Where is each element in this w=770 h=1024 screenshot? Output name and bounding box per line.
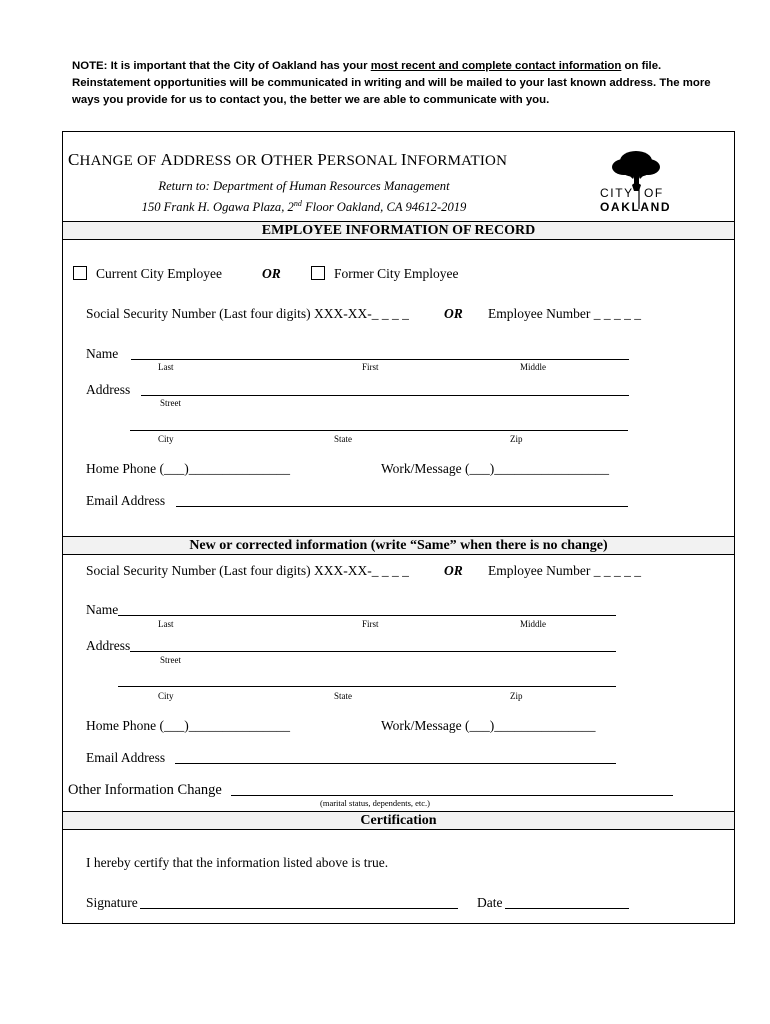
section-header-record: EMPLOYEE INFORMATION OF RECORD <box>63 221 734 240</box>
or-label: OR <box>444 306 463 321</box>
date-label: Date <box>477 895 503 910</box>
signature-field[interactable] <box>140 908 458 909</box>
notice-emphasis: most recent and complete contact information <box>370 60 622 72</box>
mailing-address: 150 Frank H. Ogawa Plaza, 2nd Floor Oakland, CA 94612-2019 <box>141 199 467 215</box>
state-caption: State <box>334 434 352 444</box>
new-name-label: Name <box>86 602 119 617</box>
section-header-new-info: New or corrected information (write “Same” when there is no change) <box>63 536 734 555</box>
certification-statement: I hereby certify that the information listed above is true. <box>86 855 389 870</box>
middle-name-caption: Middle <box>520 362 546 372</box>
section-header-certification: Certification <box>63 811 734 830</box>
signature-label: Signature <box>86 895 138 910</box>
ssn-field[interactable]: Social Security Number (Last four digits) XXX-XX-_ _ _ _ <box>86 306 409 321</box>
other-info-label: Other Information Change <box>68 782 222 798</box>
name-field[interactable] <box>131 359 629 360</box>
first-name-caption: First <box>362 362 379 372</box>
new-city-state-zip-field[interactable] <box>118 686 616 687</box>
new-ssn-field[interactable]: Social Security Number (Last four digits) XXX-XX-_ _ _ _ <box>86 563 409 578</box>
new-home-phone-field[interactable]: Home Phone (___)_______________ <box>86 718 290 733</box>
former-employee-checkbox[interactable] <box>311 266 325 280</box>
notice-text: NOTE: It is important that the City of Oakland has your most recent and complete contact information on file. Reinstatement opportunities will be communicated in writing and will be mailed to your last known address. The more ways you provide for us to contact you, the better we are able to communicate with you. <box>72 60 711 106</box>
new-middle-name-caption: Middle <box>520 619 546 629</box>
current-employee-checkbox[interactable] <box>73 266 87 280</box>
email-field[interactable] <box>176 506 628 507</box>
new-email-field[interactable] <box>175 763 616 764</box>
new-city-caption: City <box>158 691 174 701</box>
new-state-caption: State <box>334 691 352 701</box>
new-name-field[interactable] <box>118 615 616 616</box>
other-info-field[interactable] <box>231 795 673 796</box>
email-label: Email Address <box>86 493 166 508</box>
current-employee-label: Current City Employee <box>96 266 222 281</box>
address-label: Address <box>86 382 131 397</box>
or-label: OR <box>262 266 281 281</box>
city-caption: City <box>158 434 174 444</box>
new-zip-caption: Zip <box>510 691 523 701</box>
logo-oakland-text: OAKLAND <box>600 200 672 214</box>
street-field[interactable] <box>141 395 629 396</box>
other-info-hint: (marital status, dependents, etc.) <box>320 798 430 808</box>
street-caption: Street <box>160 398 181 408</box>
new-first-name-caption: First <box>362 619 379 629</box>
zip-caption: Zip <box>510 434 523 444</box>
new-email-label: Email Address <box>86 750 166 765</box>
date-field[interactable] <box>505 908 629 909</box>
new-street-caption: Street <box>160 655 181 665</box>
new-street-field[interactable] <box>130 651 616 652</box>
work-phone-field[interactable]: Work/Message (___)_________________ <box>381 461 610 476</box>
or-label: OR <box>444 563 463 578</box>
name-label: Name <box>86 346 119 361</box>
form-title: CHANGE OF ADDRESS OR OTHER PERSONAL INFORMATION <box>68 150 508 169</box>
logo-of-text: OF <box>644 186 664 200</box>
former-employee-label: Former City Employee <box>334 266 459 281</box>
employee-number-field[interactable]: Employee Number _ _ _ _ _ <box>488 306 641 321</box>
new-last-name-caption: Last <box>158 619 174 629</box>
logo-city-text: CITY <box>600 186 634 200</box>
city-logo <box>598 147 680 214</box>
city-state-zip-field[interactable] <box>130 430 628 431</box>
home-phone-field[interactable]: Home Phone (___)_______________ <box>86 461 290 476</box>
new-employee-number-field[interactable]: Employee Number _ _ _ _ _ <box>488 563 641 578</box>
last-name-caption: Last <box>158 362 174 372</box>
new-work-phone-field[interactable]: Work/Message (___)_______________ <box>381 718 596 733</box>
return-to-line: Return to: Department of Human Resources Management <box>158 179 450 193</box>
new-address-label: Address <box>86 638 131 653</box>
